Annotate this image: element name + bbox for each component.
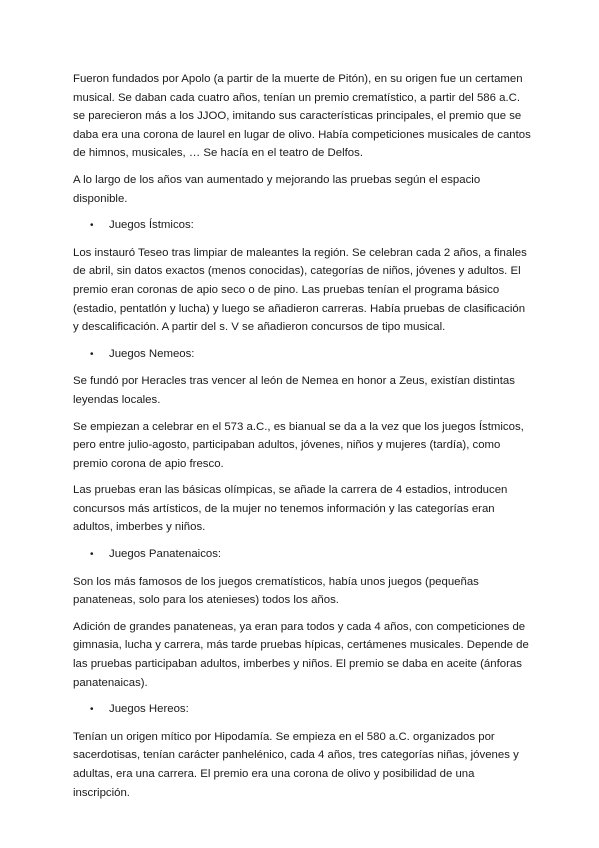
paragraph-nemeos-celebracion: Se empiezan a celebrar en el 573 a.C., es bianual se da a la vez que los juegos Ístmicos, pero entre julio-agosto, participaban adultos, jóvenes, niños y mujeres (tardía), como premio corona de apio fresco.: [73, 420, 524, 470]
bullet-heading: Juegos Ístmicos:: [109, 219, 194, 232]
bullet-juegos-panatenaicos: [73, 545, 533, 565]
bullet-juegos-hereos: [73, 700, 533, 720]
bullet-juegos-nemeos: [73, 345, 533, 365]
paragraph-istmicos: Los instauró Teseo tras limpiar de maleantes la región. Se celebran cada 2 años, a finales de abril, sin datos exactos (menos conocidas), categorías de niños, jóvenes y adultos. El premio eran coronas de apio seco o de pino. Las pruebas tenían el programa básico (estadio, pentatlón y lucha) y luego se añadieron carreras. Había pruebas de clasificación y descalificación. A partir del s. V se añadieron concursos de tipo musical.: [73, 246, 527, 334]
bullet-marker: •: [90, 220, 94, 232]
paragraph-nemeos-origen: Se fundó por Heracles tras vencer al león de Nemea en honor a Zeus, existían distintas leyendas locales.: [73, 375, 515, 406]
paragraph-nemeos-pruebas: Las pruebas eran las básicas olímpicas, se añade la carrera de 4 estadios, introducen concursos más artísticos, de la mujer no tenemos información y las categorías eran adultos, imberbes y niños.: [73, 484, 508, 534]
bullet-juegos-istmicos: [73, 216, 533, 236]
bullet-marker: •: [90, 549, 94, 561]
document-page: [73, 70, 533, 810]
bullet-heading: Juegos Panatenaicos:: [109, 548, 222, 561]
bullet-marker: •: [90, 704, 94, 716]
bullet-marker: •: [90, 348, 94, 360]
bullet-heading: Juegos Hereos:: [109, 703, 189, 716]
paragraph-panatenaicos-pequenas: Son los más famosos de los juegos crematísticos, había unos juegos (pequeñas panateneas, solo para los atenieses) todos los años.: [73, 575, 479, 607]
paragraph-panatenaicos-grandes: Adición de grandes panateneas, ya eran para todos y cada 4 años, con competiciones de gimnasia, lucha y carrera, más tarde pruebas hípicas, certámenes musicales. Depende de las pruebas participaban adultos, imberbes y niños. El premio se daba en aceite (ánforas panatenaicas).: [73, 620, 529, 689]
paragraph-hereos: Tenían un origen mítico por Hipodamía. Se empieza en el 580 a.C. organizados por sacerdotisas, tenían carácter panhelénico, cada 4 años, tres categorías niñas, jóvenes y adultas, era una carrera. El premio era una corona de olivo y posibilidad de una inscripción.: [73, 730, 519, 799]
paragraph-evolucion-pruebas: A lo largo de los años van aumentado y mejorando las pruebas según el espacio disponible.: [73, 173, 481, 205]
paragraph-origen-pitios: Fueron fundados por Apolo (a partir de la muerte de Pitón), en su origen fue un certamen musical. Se daban cada cuatro años, tenían un premio crematístico, a partir del 586 a.C. se parecieron más a los JJOO, imitando sus características principales, el premio que se daba era una corona de laurel en lugar de olivo. Había competiciones musicales de cantos de himnos, musicales, … Se hacía en el teatro de Delfos.: [73, 73, 531, 160]
bullet-heading: Juegos Nemeos:: [109, 347, 195, 360]
